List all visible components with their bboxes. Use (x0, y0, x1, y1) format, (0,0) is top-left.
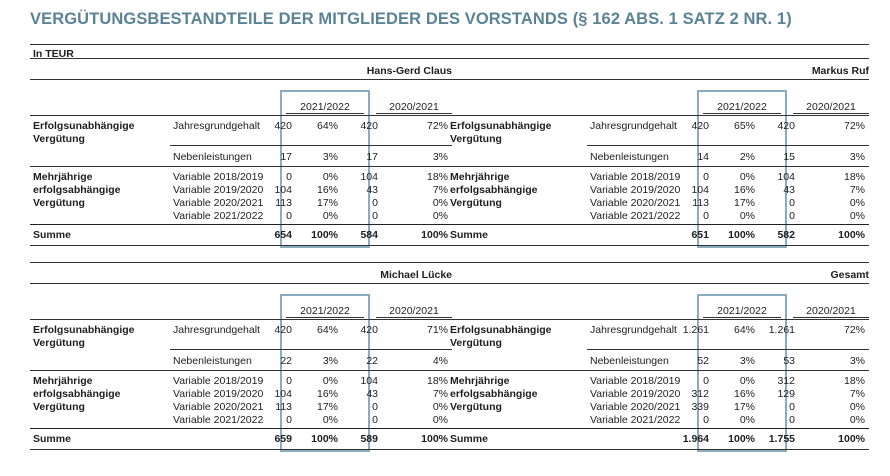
group-label-fixed: Erfolgsunabhängige (33, 324, 135, 336)
variable-share-current: 17% (316, 197, 338, 209)
total-share-current: 100% (311, 229, 338, 241)
variable-share-current: 16% (733, 388, 755, 400)
variable-value-current: 104 (691, 184, 709, 196)
base-salary-share-current: 64% (316, 324, 338, 336)
variable-value-previous: 0 (372, 414, 378, 426)
fringe-share-current: 3% (739, 355, 755, 367)
row-separator (170, 349, 452, 350)
variable-value-current: 339 (691, 401, 709, 413)
row-label-base-salary: Jahresgrundgehalt (173, 324, 260, 336)
row-label-variable: Variable 2021/2022 (173, 210, 264, 222)
base-salary-value-current: 420 (691, 120, 709, 132)
variable-value-current: 113 (692, 197, 709, 209)
column-header-current: 2021/2022 (703, 305, 781, 318)
variable-share-current: 16% (733, 184, 755, 196)
fringe-value-current: 52 (697, 355, 709, 367)
total-rule (447, 428, 869, 429)
row-label-variable: Variable 2018/2019 (173, 375, 264, 387)
row-label-base-salary: Jahresgrundgehalt (173, 120, 260, 132)
row-label-total: Summe (450, 229, 488, 241)
variable-share-previous: 7% (849, 388, 865, 400)
group-label-variable: Mehrjährige (450, 375, 510, 387)
base-salary-value-current: 1.261 (682, 324, 709, 336)
variable-value-previous: 43 (366, 388, 378, 400)
variable-value-current: 0 (703, 171, 709, 183)
group-label-variable: Vergütung (33, 197, 85, 209)
variable-value-previous: 0 (372, 401, 378, 413)
row-label-variable: Variable 2018/2019 (590, 375, 681, 387)
variable-value-previous: 43 (366, 184, 378, 196)
variable-value-previous: 0 (789, 197, 795, 209)
board-member-name: Michael Lücke (380, 269, 452, 281)
compensation-table (447, 262, 869, 466)
variable-value-current: 312 (691, 388, 709, 400)
column-header-previous: 2020/2021 (793, 305, 869, 318)
variable-share-current: 0% (739, 414, 755, 426)
row-label-variable: Variable 2018/2019 (590, 171, 681, 183)
name-rule (447, 283, 869, 284)
variable-value-previous: 0 (789, 414, 795, 426)
total-value-previous: 582 (777, 229, 795, 241)
variable-share-current: 17% (316, 401, 338, 413)
variable-value-previous: 312 (777, 375, 795, 387)
name-rule (30, 283, 452, 284)
variable-share-previous: 18% (843, 375, 865, 387)
total-share-previous: 100% (838, 433, 865, 445)
total-rule (30, 224, 452, 225)
fringe-value-current: 17 (280, 151, 292, 163)
group-label-variable: Vergütung (33, 401, 85, 413)
unit-label: In TEUR (33, 48, 74, 60)
total-value-current: 659 (274, 433, 292, 445)
variable-share-previous: 0% (849, 210, 865, 222)
variable-share-previous: 0% (432, 414, 448, 426)
total-share-current: 100% (728, 229, 755, 241)
variable-share-current: 0% (739, 375, 755, 387)
group-label-fixed: Vergütung (450, 133, 502, 145)
row-label-variable: Variable 2019/2020 (590, 184, 681, 196)
variable-value-previous: 0 (789, 210, 795, 222)
table-bottom-rule (30, 245, 452, 246)
variable-share-previous: 18% (426, 171, 448, 183)
row-label-variable: Variable 2020/2021 (590, 401, 681, 413)
row-separator (30, 166, 452, 167)
row-label-base-salary: Jahresgrundgehalt (590, 120, 677, 132)
table-top-rule (447, 262, 869, 263)
variable-value-current: 104 (274, 184, 292, 196)
total-value-previous: 589 (360, 433, 378, 445)
total-share-current: 100% (311, 433, 338, 445)
base-salary-value-previous: 420 (360, 120, 378, 132)
variable-share-previous: 18% (426, 375, 448, 387)
column-header-previous: 2020/2021 (376, 305, 452, 318)
row-label-total: Summe (450, 433, 488, 445)
row-label-fringe-benefits: Nebenleistungen (590, 355, 669, 367)
row-label-variable: Variable 2021/2022 (590, 414, 681, 426)
row-label-variable: Variable 2019/2020 (590, 388, 681, 400)
compensation-table (30, 262, 452, 466)
variable-share-current: 0% (322, 210, 338, 222)
row-label-variable: Variable 2021/2022 (590, 210, 681, 222)
variable-value-current: 0 (286, 210, 292, 222)
group-label-variable: erfolgsabhängige (450, 184, 538, 196)
table-bottom-rule (30, 449, 452, 450)
board-member-name: Hans-Gerd Claus (366, 65, 452, 77)
header-underline (447, 115, 869, 116)
fringe-share-previous: 4% (432, 355, 448, 367)
header-underline (30, 319, 452, 320)
variable-value-current: 104 (274, 388, 292, 400)
row-separator (170, 145, 452, 146)
table-top-rule (447, 58, 869, 59)
fringe-value-current: 14 (697, 151, 709, 163)
table-bottom-rule (447, 449, 869, 450)
header-rule (30, 44, 869, 45)
total-value-current: 1.964 (682, 433, 709, 445)
base-salary-share-previous: 72% (843, 324, 865, 336)
variable-value-current: 0 (703, 210, 709, 222)
row-label-base-salary: Jahresgrundgehalt (590, 324, 677, 336)
compensation-table (447, 58, 869, 262)
base-salary-share-current: 65% (733, 120, 755, 132)
variable-share-previous: 7% (432, 184, 448, 196)
variable-share-current: 0% (322, 171, 338, 183)
compensation-table (30, 58, 452, 262)
base-salary-value-previous: 420 (360, 324, 378, 336)
fringe-value-previous: 22 (366, 355, 378, 367)
variable-value-current: 0 (703, 414, 709, 426)
variable-value-previous: 0 (372, 210, 378, 222)
variable-value-current: 113 (275, 401, 292, 413)
variable-value-previous: 129 (777, 388, 795, 400)
row-label-fringe-benefits: Nebenleistungen (590, 151, 669, 163)
column-header-current: 2021/2022 (703, 101, 781, 114)
row-label-variable: Variable 2018/2019 (173, 171, 264, 183)
variable-share-previous: 7% (849, 184, 865, 196)
group-label-fixed: Erfolgsunabhängige (33, 120, 135, 132)
variable-value-previous: 0 (789, 401, 795, 413)
column-header-current: 2021/2022 (286, 101, 364, 114)
fringe-value-previous: 17 (366, 151, 378, 163)
variable-share-current: 0% (739, 171, 755, 183)
group-label-fixed: Vergütung (33, 133, 85, 145)
fringe-share-previous: 3% (849, 151, 865, 163)
variable-value-previous: 104 (360, 375, 378, 387)
total-share-previous: 100% (421, 229, 448, 241)
total-share-previous: 100% (838, 229, 865, 241)
header-underline (447, 319, 869, 320)
group-label-fixed: Erfolgsunabhängige (450, 324, 552, 336)
row-label-total: Summe (33, 433, 71, 445)
row-label-variable: Variable 2020/2021 (590, 197, 681, 209)
total-value-current: 654 (274, 229, 292, 241)
group-label-variable: Mehrjährige (450, 171, 510, 183)
fringe-share-current: 3% (322, 151, 338, 163)
row-separator (447, 370, 869, 371)
base-salary-share-previous: 71% (426, 324, 448, 336)
variable-share-current: 17% (733, 197, 755, 209)
total-value-previous: 584 (360, 229, 378, 241)
variable-value-current: 0 (703, 375, 709, 387)
base-salary-value-previous: 420 (777, 120, 795, 132)
table-top-rule (30, 58, 452, 59)
table-bottom-rule (447, 245, 869, 246)
fringe-value-previous: 15 (783, 151, 795, 163)
variable-share-previous: 7% (432, 388, 448, 400)
variable-share-current: 16% (316, 388, 338, 400)
table-top-rule (30, 262, 452, 263)
variable-share-current: 0% (739, 210, 755, 222)
row-separator (30, 370, 452, 371)
group-label-variable: Mehrjährige (33, 171, 93, 183)
group-label-variable: Mehrjährige (33, 375, 93, 387)
variable-value-previous: 104 (777, 171, 795, 183)
row-separator (587, 145, 869, 146)
fringe-share-current: 2% (739, 151, 755, 163)
group-label-fixed: Erfolgsunabhängige (450, 120, 552, 132)
total-value-current: 651 (691, 229, 709, 241)
variable-value-previous: 0 (372, 197, 378, 209)
base-salary-share-current: 64% (316, 120, 338, 132)
variable-value-current: 0 (286, 375, 292, 387)
variable-share-previous: 0% (849, 414, 865, 426)
fringe-share-current: 3% (322, 355, 338, 367)
base-salary-value-previous: 1.261 (768, 324, 795, 336)
fringe-share-previous: 3% (849, 355, 865, 367)
variable-share-previous: 0% (849, 401, 865, 413)
row-label-variable: Variable 2020/2021 (173, 401, 264, 413)
row-label-fringe-benefits: Nebenleistungen (173, 355, 252, 367)
board-member-name: Markus Ruf (811, 65, 869, 77)
base-salary-value-current: 420 (274, 120, 292, 132)
group-label-variable: Vergütung (450, 197, 502, 209)
variable-value-previous: 43 (783, 184, 795, 196)
variable-value-previous: 104 (360, 171, 378, 183)
page-title: VERGÜTUNGSBESTANDTEILE DER MITGLIEDER DES VORSTANDS (§ 162 ABS. 1 SATZ 2 NR. 1) (30, 10, 792, 28)
group-label-variable: erfolgsabhängige (450, 388, 538, 400)
row-label-variable: Variable 2021/2022 (173, 414, 264, 426)
fringe-share-previous: 3% (432, 151, 448, 163)
base-salary-share-current: 64% (733, 324, 755, 336)
variable-share-previous: 18% (843, 171, 865, 183)
base-salary-share-previous: 72% (843, 120, 865, 132)
column-header-previous: 2020/2021 (376, 101, 452, 114)
total-value-previous: 1.755 (768, 433, 795, 445)
group-label-variable: erfolgsabhängige (33, 388, 121, 400)
variable-share-current: 17% (733, 401, 755, 413)
fringe-value-previous: 53 (783, 355, 795, 367)
total-rule (447, 224, 869, 225)
column-header-previous: 2020/2021 (793, 101, 869, 114)
header-underline (30, 115, 452, 116)
variable-share-current: 0% (322, 414, 338, 426)
fringe-value-current: 22 (280, 355, 292, 367)
variable-share-previous: 0% (849, 197, 865, 209)
row-label-total: Summe (33, 229, 71, 241)
row-label-variable: Variable 2019/2020 (173, 184, 264, 196)
row-label-variable: Variable 2020/2021 (173, 197, 264, 209)
variable-share-previous: 0% (432, 197, 448, 209)
base-salary-value-current: 420 (274, 324, 292, 336)
column-header-current: 2021/2022 (286, 305, 364, 318)
base-salary-share-previous: 72% (426, 120, 448, 132)
group-label-fixed: Vergütung (450, 337, 502, 349)
name-rule (447, 79, 869, 80)
variable-share-current: 0% (322, 375, 338, 387)
variable-share-previous: 0% (432, 401, 448, 413)
total-share-previous: 100% (421, 433, 448, 445)
variable-share-current: 16% (316, 184, 338, 196)
row-label-variable: Variable 2019/2020 (173, 388, 264, 400)
group-label-variable: Vergütung (450, 401, 502, 413)
variable-share-previous: 0% (432, 210, 448, 222)
row-label-fringe-benefits: Nebenleistungen (173, 151, 252, 163)
board-member-name: Gesamt (830, 269, 869, 281)
total-rule (30, 428, 452, 429)
name-rule (30, 79, 452, 80)
group-label-fixed: Vergütung (33, 337, 85, 349)
variable-value-current: 0 (286, 414, 292, 426)
row-separator (587, 349, 869, 350)
variable-value-current: 0 (286, 171, 292, 183)
variable-value-current: 113 (275, 197, 292, 209)
row-separator (447, 166, 869, 167)
total-share-current: 100% (728, 433, 755, 445)
group-label-variable: erfolgsabhängige (33, 184, 121, 196)
